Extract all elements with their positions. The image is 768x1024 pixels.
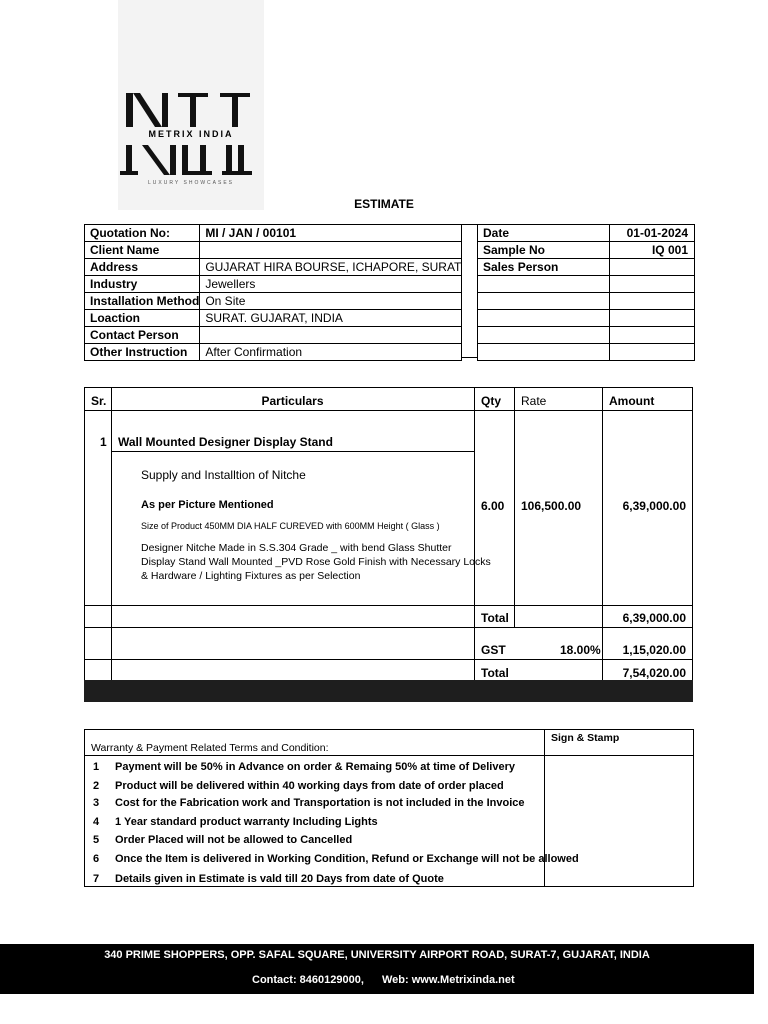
- total-value: 6,39,000.00: [622, 611, 686, 625]
- item-line: Size of Product 450MM DIA HALF CUREVED with 600MM Height ( Glass ): [141, 521, 440, 531]
- sign-stamp-label: Sign & Stamp: [551, 732, 620, 744]
- info-right-value: [610, 310, 695, 327]
- items-table-footer-bar: [84, 680, 693, 702]
- term-number: 7: [93, 873, 100, 885]
- row-divider: [85, 659, 692, 660]
- term-text: Once the Item is delivered in Working Condition, Refund or Exchange will not be allowed: [115, 853, 579, 865]
- term-number: 3: [93, 797, 100, 809]
- term-text: Cost for the Fabrication work and Transportation is not included in the Invoice: [115, 797, 525, 809]
- item-qty: 6.00: [481, 499, 505, 513]
- info-left-row: [85, 310, 462, 327]
- item-line: Display Stand Wall Mounted _PVD Rose Gold Finish with Necessary Locks: [141, 556, 491, 568]
- info-right-label: Date: [478, 225, 610, 242]
- quotation-details-table: [84, 224, 462, 361]
- info-right-label: Sales Person: [478, 259, 610, 276]
- info-right-label: [478, 327, 610, 344]
- row-divider: [85, 755, 693, 756]
- col-divider: [474, 388, 475, 681]
- item-line: Supply and Installtion of Nitche: [141, 468, 306, 482]
- header-sr: Sr.: [91, 394, 107, 408]
- info-right-value: [610, 276, 695, 293]
- col-divider: [111, 388, 112, 681]
- info-right-row: [478, 242, 695, 259]
- info-left-value: SURAT. GUJARAT, INDIA: [200, 310, 462, 327]
- term-text: Payment will be 50% in Advance on order & Remaing 50% at time of Delivery: [115, 761, 515, 773]
- info-right-value: [610, 327, 695, 344]
- info-left-label: Industry: [85, 276, 200, 293]
- term-text: Details given in Estimate is vald till 20 Days from date of Quote: [115, 873, 444, 885]
- info-right-row: [478, 225, 695, 242]
- row-divider: [85, 627, 692, 628]
- table-spacer: [462, 224, 477, 358]
- info-right-value: [610, 259, 695, 276]
- info-left-label: Contact Person: [85, 327, 200, 344]
- info-left-label: Other Instruction: [85, 344, 200, 361]
- info-left-label: Installation Method: [85, 293, 200, 310]
- info-left-row: [85, 242, 462, 259]
- header-qty: Qty: [481, 394, 502, 408]
- info-right-row: [478, 344, 695, 361]
- header-amount: Amount: [609, 394, 655, 408]
- row-divider: [85, 410, 692, 411]
- item-line: Designer Nitche Made in S.S.304 Grade _ with bend Glass Shutter: [141, 542, 452, 554]
- company-logo: [118, 0, 264, 210]
- info-right-value: IQ 001: [610, 242, 695, 259]
- info-left-row: [85, 225, 462, 242]
- info-right-label: [478, 276, 610, 293]
- header-rate: Rate: [521, 394, 547, 408]
- total-label: Total: [481, 611, 509, 625]
- brand-name: METRIX INDIA: [148, 129, 234, 139]
- gst-label: GST: [481, 643, 506, 657]
- info-right-row: [478, 276, 695, 293]
- info-right-value: 01-01-2024: [610, 225, 695, 242]
- item-amount: 6,39,000.00: [622, 499, 686, 513]
- gst-rate: 18.00%: [560, 643, 601, 657]
- info-right-value: [610, 293, 695, 310]
- metrix-india-logo-mark: [118, 0, 264, 210]
- term-number: 5: [93, 834, 100, 846]
- info-right-label: Sample No: [478, 242, 610, 259]
- info-left-value: Jewellers: [200, 276, 462, 293]
- row-divider: [85, 605, 692, 606]
- info-right-row: [478, 310, 695, 327]
- info-left-label: Client Name: [85, 242, 200, 259]
- brand-tagline: LUXURY SHOWCASES: [148, 180, 234, 186]
- date-details-table: [477, 224, 695, 361]
- info-left-label: Address: [85, 259, 200, 276]
- info-left-label: Loaction: [85, 310, 200, 327]
- term-number: 2: [93, 780, 100, 792]
- item-rate: 106,500.00: [521, 499, 582, 513]
- term-text: Order Placed will not be allowed to Cancelled: [115, 834, 353, 846]
- footer-address: 340 PRIME SHOPPERS, OPP. SAFAL SQUARE, UNIVERSITY AIRPORT ROAD, SURAT-7, GUJARAT, INDIA: [104, 949, 650, 961]
- item-line: & Hardware / Lighting Fixtures as per Selection: [141, 570, 361, 582]
- info-left-row: [85, 293, 462, 310]
- term-number: 1: [93, 761, 100, 773]
- footer-web: Web: www.Metrixinda.net: [382, 974, 515, 986]
- item-title: Wall Mounted Designer Display Stand: [118, 435, 333, 449]
- item-sr: 1: [100, 435, 107, 449]
- grand-total-value: 7,54,020.00: [622, 666, 686, 680]
- info-left-value: MI / JAN / 00101: [200, 225, 462, 242]
- info-right-label: [478, 293, 610, 310]
- info-left-row: [85, 327, 462, 344]
- info-left-value: [200, 327, 462, 344]
- footer-contact: Contact: 8460129000,: [252, 974, 364, 986]
- info-left-value: After Confirmation: [200, 344, 462, 361]
- info-left-row: [85, 276, 462, 293]
- row-divider: [111, 451, 474, 452]
- info-left-row: [85, 344, 462, 361]
- col-divider: [514, 388, 515, 627]
- terms-box: [84, 729, 694, 887]
- terms-heading: Warranty & Payment Related Terms and Condition:: [91, 742, 329, 754]
- page-footer: [0, 944, 754, 994]
- col-divider: [602, 388, 603, 681]
- info-left-value: [200, 242, 462, 259]
- info-right-row: [478, 259, 695, 276]
- grand-total-label: Total: [481, 666, 509, 680]
- info-left-value: GUJARAT HIRA BOURSE, ICHAPORE, SURAT: [200, 259, 462, 276]
- term-text: Product will be delivered within 40 working days from date of order placed: [115, 780, 504, 792]
- header-particulars: Particulars: [261, 394, 324, 408]
- term-text: 1 Year standard product warranty Including Lights: [115, 816, 378, 828]
- gst-value: 1,15,020.00: [622, 643, 686, 657]
- info-right-label: [478, 310, 610, 327]
- items-table: [84, 387, 693, 702]
- item-line: As per Picture Mentioned: [141, 499, 274, 511]
- term-number: 4: [93, 816, 100, 828]
- info-right-label: [478, 344, 610, 361]
- info-right-row: [478, 327, 695, 344]
- info-right-value: [610, 344, 695, 361]
- info-left-label: Quotation No:: [85, 225, 200, 242]
- info-left-value: On Site: [200, 293, 462, 310]
- document-title: ESTIMATE: [354, 197, 414, 211]
- term-number: 6: [93, 853, 100, 865]
- info-left-row: [85, 259, 462, 276]
- info-right-row: [478, 293, 695, 310]
